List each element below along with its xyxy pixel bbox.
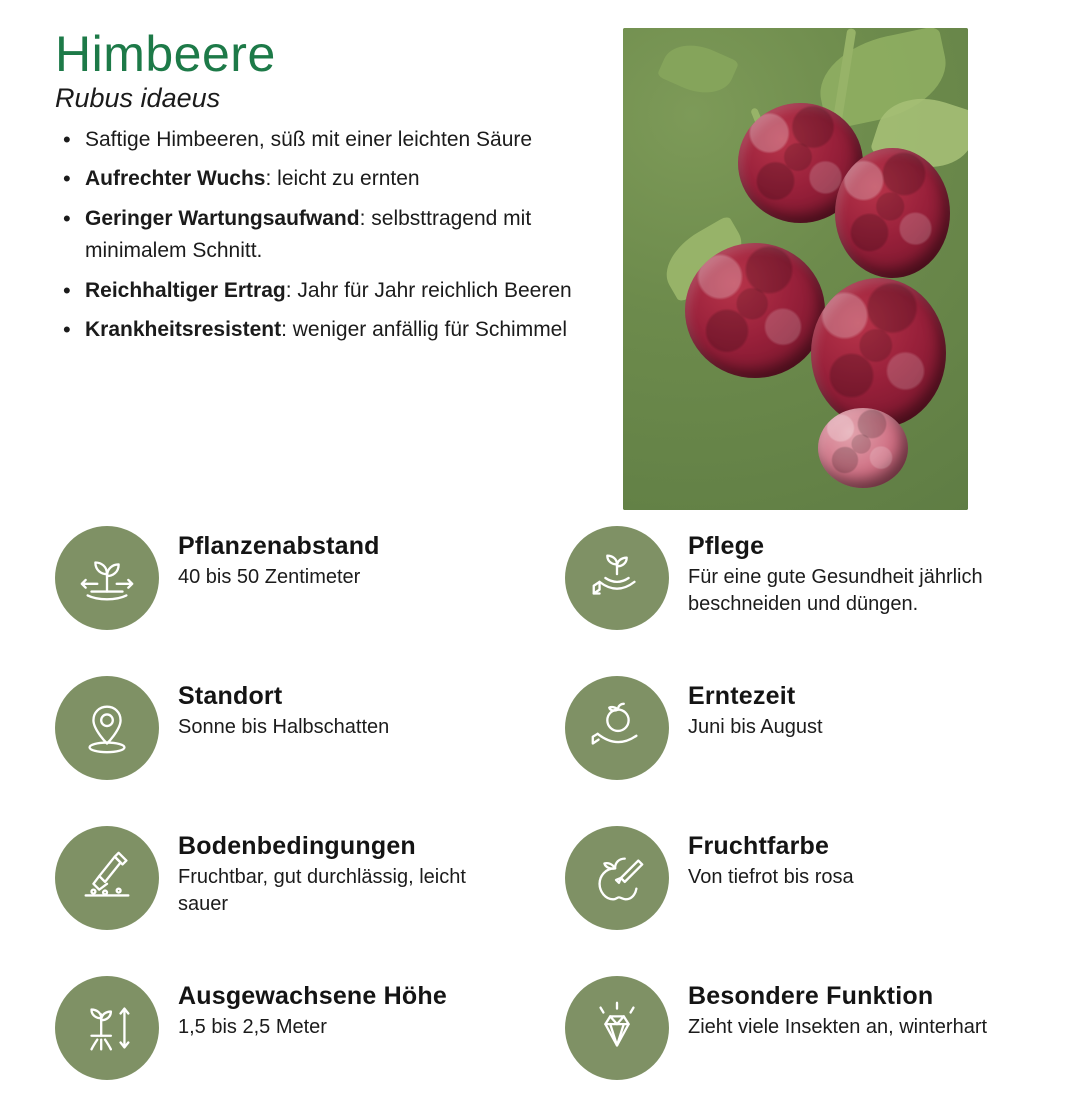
attribute-mature-height <box>55 970 525 1110</box>
attribute-value: Sonne bis Halbschatten <box>178 715 390 738</box>
berry-shape <box>835 148 950 278</box>
attribute-title: Besondere Funktion <box>688 982 934 1010</box>
berry-shape <box>811 278 946 428</box>
page-title: Himbeere <box>55 26 276 82</box>
attribute-value: Zieht viele Insekten an, winterhart <box>688 1015 988 1038</box>
list-item <box>55 314 615 347</box>
berry-shape <box>818 408 908 488</box>
attribute-care <box>565 520 1035 660</box>
feature-text: : selbsttragend mit minimalem Schnitt. <box>85 206 532 263</box>
botanical-name: Rubus idaeus <box>55 82 221 113</box>
attribute-value: Fruchtbar, gut durchlässig, leicht sauer <box>178 865 466 915</box>
feature-bold: Geringer Wartungsaufwand <box>85 206 360 230</box>
attribute-value: Für eine gute Gesundheit jährlich beschneiden und düngen. <box>688 565 983 615</box>
feature-text: : leicht zu ernten <box>265 167 420 191</box>
attribute-title: Bodenbedingungen <box>178 832 416 860</box>
attribute-value: Von tiefrot bis rosa <box>688 865 854 888</box>
list-item <box>55 163 615 196</box>
attribute-value: 1,5 bis 2,5 Meter <box>178 1015 327 1038</box>
list-item <box>55 124 615 157</box>
soil-shovel-icon <box>55 826 159 930</box>
fruit-color-brush-icon <box>565 826 669 930</box>
special-feature-diamond-icon <box>565 976 669 1080</box>
attribute-text <box>159 520 380 591</box>
attribute-text <box>669 820 854 891</box>
attribute-text <box>669 970 987 1041</box>
attribute-plant-spacing <box>55 520 525 660</box>
attribute-harvest-time <box>565 670 1035 810</box>
card-header <box>0 0 1080 510</box>
attribute-title: Standort <box>178 682 283 710</box>
plant-spacing-icon <box>55 526 159 630</box>
location-pin-icon <box>55 676 159 780</box>
attribute-text <box>159 820 508 918</box>
berry-shape <box>685 243 825 378</box>
feature-bold: Aufrechter Wuchs <box>85 167 266 191</box>
attribute-value: Juni bis August <box>688 715 823 738</box>
attribute-soil-conditions <box>55 820 525 960</box>
attribute-location <box>55 670 525 810</box>
feature-text: Saftige Himbeeren, süß mit einer leichten Säure <box>85 127 533 151</box>
attribute-title: Ausgewachsene Höhe <box>178 982 447 1010</box>
mature-height-icon <box>55 976 159 1080</box>
feature-text: : weniger anfällig für Schimmel <box>281 318 568 342</box>
feature-bold: Reichhaltiger Ertrag <box>85 278 286 302</box>
list-item <box>55 203 615 268</box>
attribute-title: Pflanzenabstand <box>178 532 380 560</box>
feature-list <box>55 124 615 347</box>
attribute-title: Fruchtfarbe <box>688 832 830 860</box>
care-hand-plant-icon <box>565 526 669 630</box>
attribute-text <box>159 970 447 1041</box>
attribute-text <box>669 520 1018 618</box>
attribute-title: Erntezeit <box>688 682 796 710</box>
feature-bold: Krankheitsresistent <box>85 318 282 342</box>
attribute-grid <box>55 520 1035 1110</box>
attribute-value: 40 bis 50 Zentimeter <box>178 565 361 588</box>
attribute-title: Pflege <box>688 532 765 560</box>
attribute-text <box>159 670 389 741</box>
attribute-text <box>669 670 823 741</box>
plant-photo <box>623 28 968 510</box>
intro-block <box>55 28 615 510</box>
harvest-hand-fruit-icon <box>565 676 669 780</box>
attribute-fruit-color <box>565 820 1035 960</box>
list-item <box>55 275 615 308</box>
feature-text: : Jahr für Jahr reichlich Beeren <box>285 278 572 302</box>
attribute-special-feature <box>565 970 1035 1110</box>
